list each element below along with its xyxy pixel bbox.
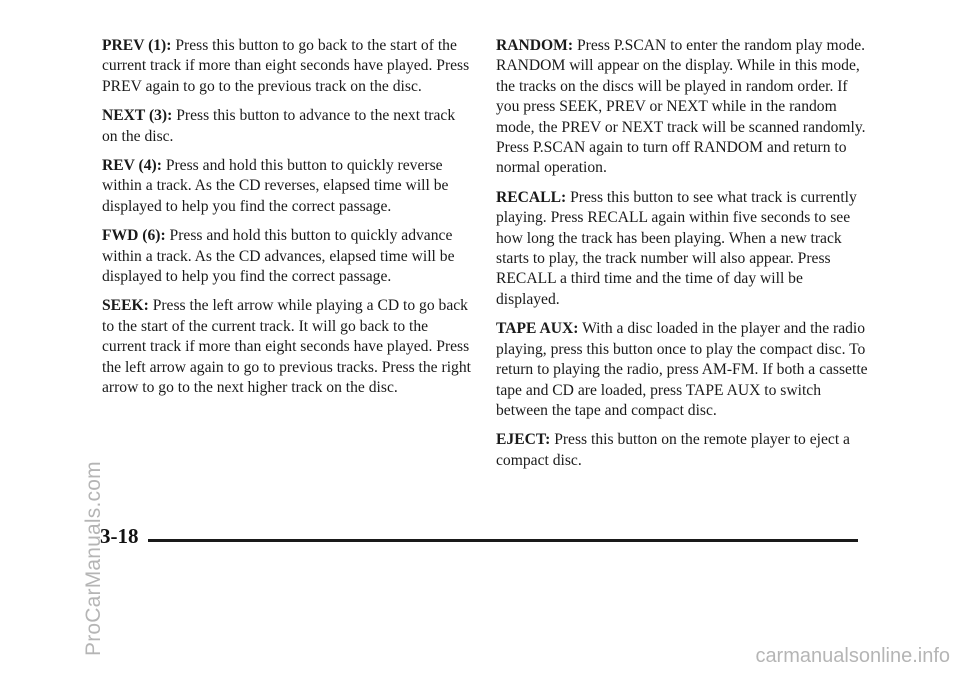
- paragraph-seek: [102, 296, 474, 398]
- side-watermark: ProCarManuals.com: [82, 461, 105, 656]
- paragraph-recall: [496, 188, 868, 310]
- term-prev: PREV (1):: [102, 37, 172, 54]
- term-next: NEXT (3):: [102, 107, 173, 125]
- paragraph-fwd: [102, 226, 474, 287]
- desc-random: Press P.SCAN to enter the random play mode. RANDOM will appear on the display. While in this mode, the tracks on the discs will be played in random order. If you press SEEK, PREV or NEXT while in the random mode, the PREV or NEXT track will be scanned randomly. Press P.SCAN again to turn off RANDOM and return to normal operation.: [496, 37, 866, 177]
- desc-recall: Press this button to see what track is currently playing. Press RECALL again within five seconds to see how long the track has been playing. When a new track starts to play, the track number will also appear. Press RECALL a third time and the time of day will be displayed.: [496, 188, 857, 308]
- term-fwd: FWD (6):: [102, 227, 166, 245]
- term-random: RANDOM:: [496, 37, 574, 54]
- desc-next: Press this button to advance to the next track on the disc.: [102, 107, 456, 145]
- paragraph-tape-aux: [496, 319, 868, 421]
- footer-watermark: carmanualsonline.info: [755, 645, 950, 667]
- term-seek: SEEK:: [102, 297, 149, 315]
- desc-rev: Press and hold this button to quickly reverse within a track. As the CD reverses, elapsed time will be displayed to help you find the correct passage.: [102, 157, 449, 215]
- term-eject: EJECT:: [496, 431, 551, 449]
- desc-eject: Press this button on the remote player to eject a compact disc.: [496, 431, 850, 469]
- paragraph-next: [102, 106, 474, 147]
- left-column: [102, 36, 474, 408]
- paragraph-rev: [102, 156, 474, 217]
- desc-tape-aux: With a disc loaded in the player and the radio playing, press this button once to play the compact disc. To return to playing the radio, press AM-FM. If both a cassette tape and CD are loaded, press TAPE AUX to switch between the tape and compact disc.: [496, 320, 868, 419]
- page-number: 3-18: [100, 524, 139, 548]
- term-recall: RECALL:: [496, 188, 567, 206]
- paragraph-random: [496, 36, 868, 179]
- desc-prev: Press this button to go back to the start of the current track if more than eight seconds have played. Press PREV again to go to the previous track on the disc.: [102, 37, 470, 95]
- paragraph-prev: [102, 36, 474, 97]
- term-rev: REV (4):: [102, 157, 162, 175]
- term-tape-aux: TAPE AUX:: [496, 320, 579, 338]
- right-column: [496, 36, 868, 480]
- desc-seek: Press the left arrow while playing a CD to go back to the start of the current track. It will go back to the current track if more than eight seconds have played. Press the left arrow again to go to previous tracks. Press the right arrow to go to the next higher track on the disc.: [102, 297, 471, 397]
- paragraph-eject: [496, 430, 868, 471]
- desc-fwd: Press and hold this button to quickly advance within a track. As the CD advances, elapsed time will be displayed to help you find the correct passage.: [102, 227, 455, 286]
- footer-divider: [148, 539, 858, 542]
